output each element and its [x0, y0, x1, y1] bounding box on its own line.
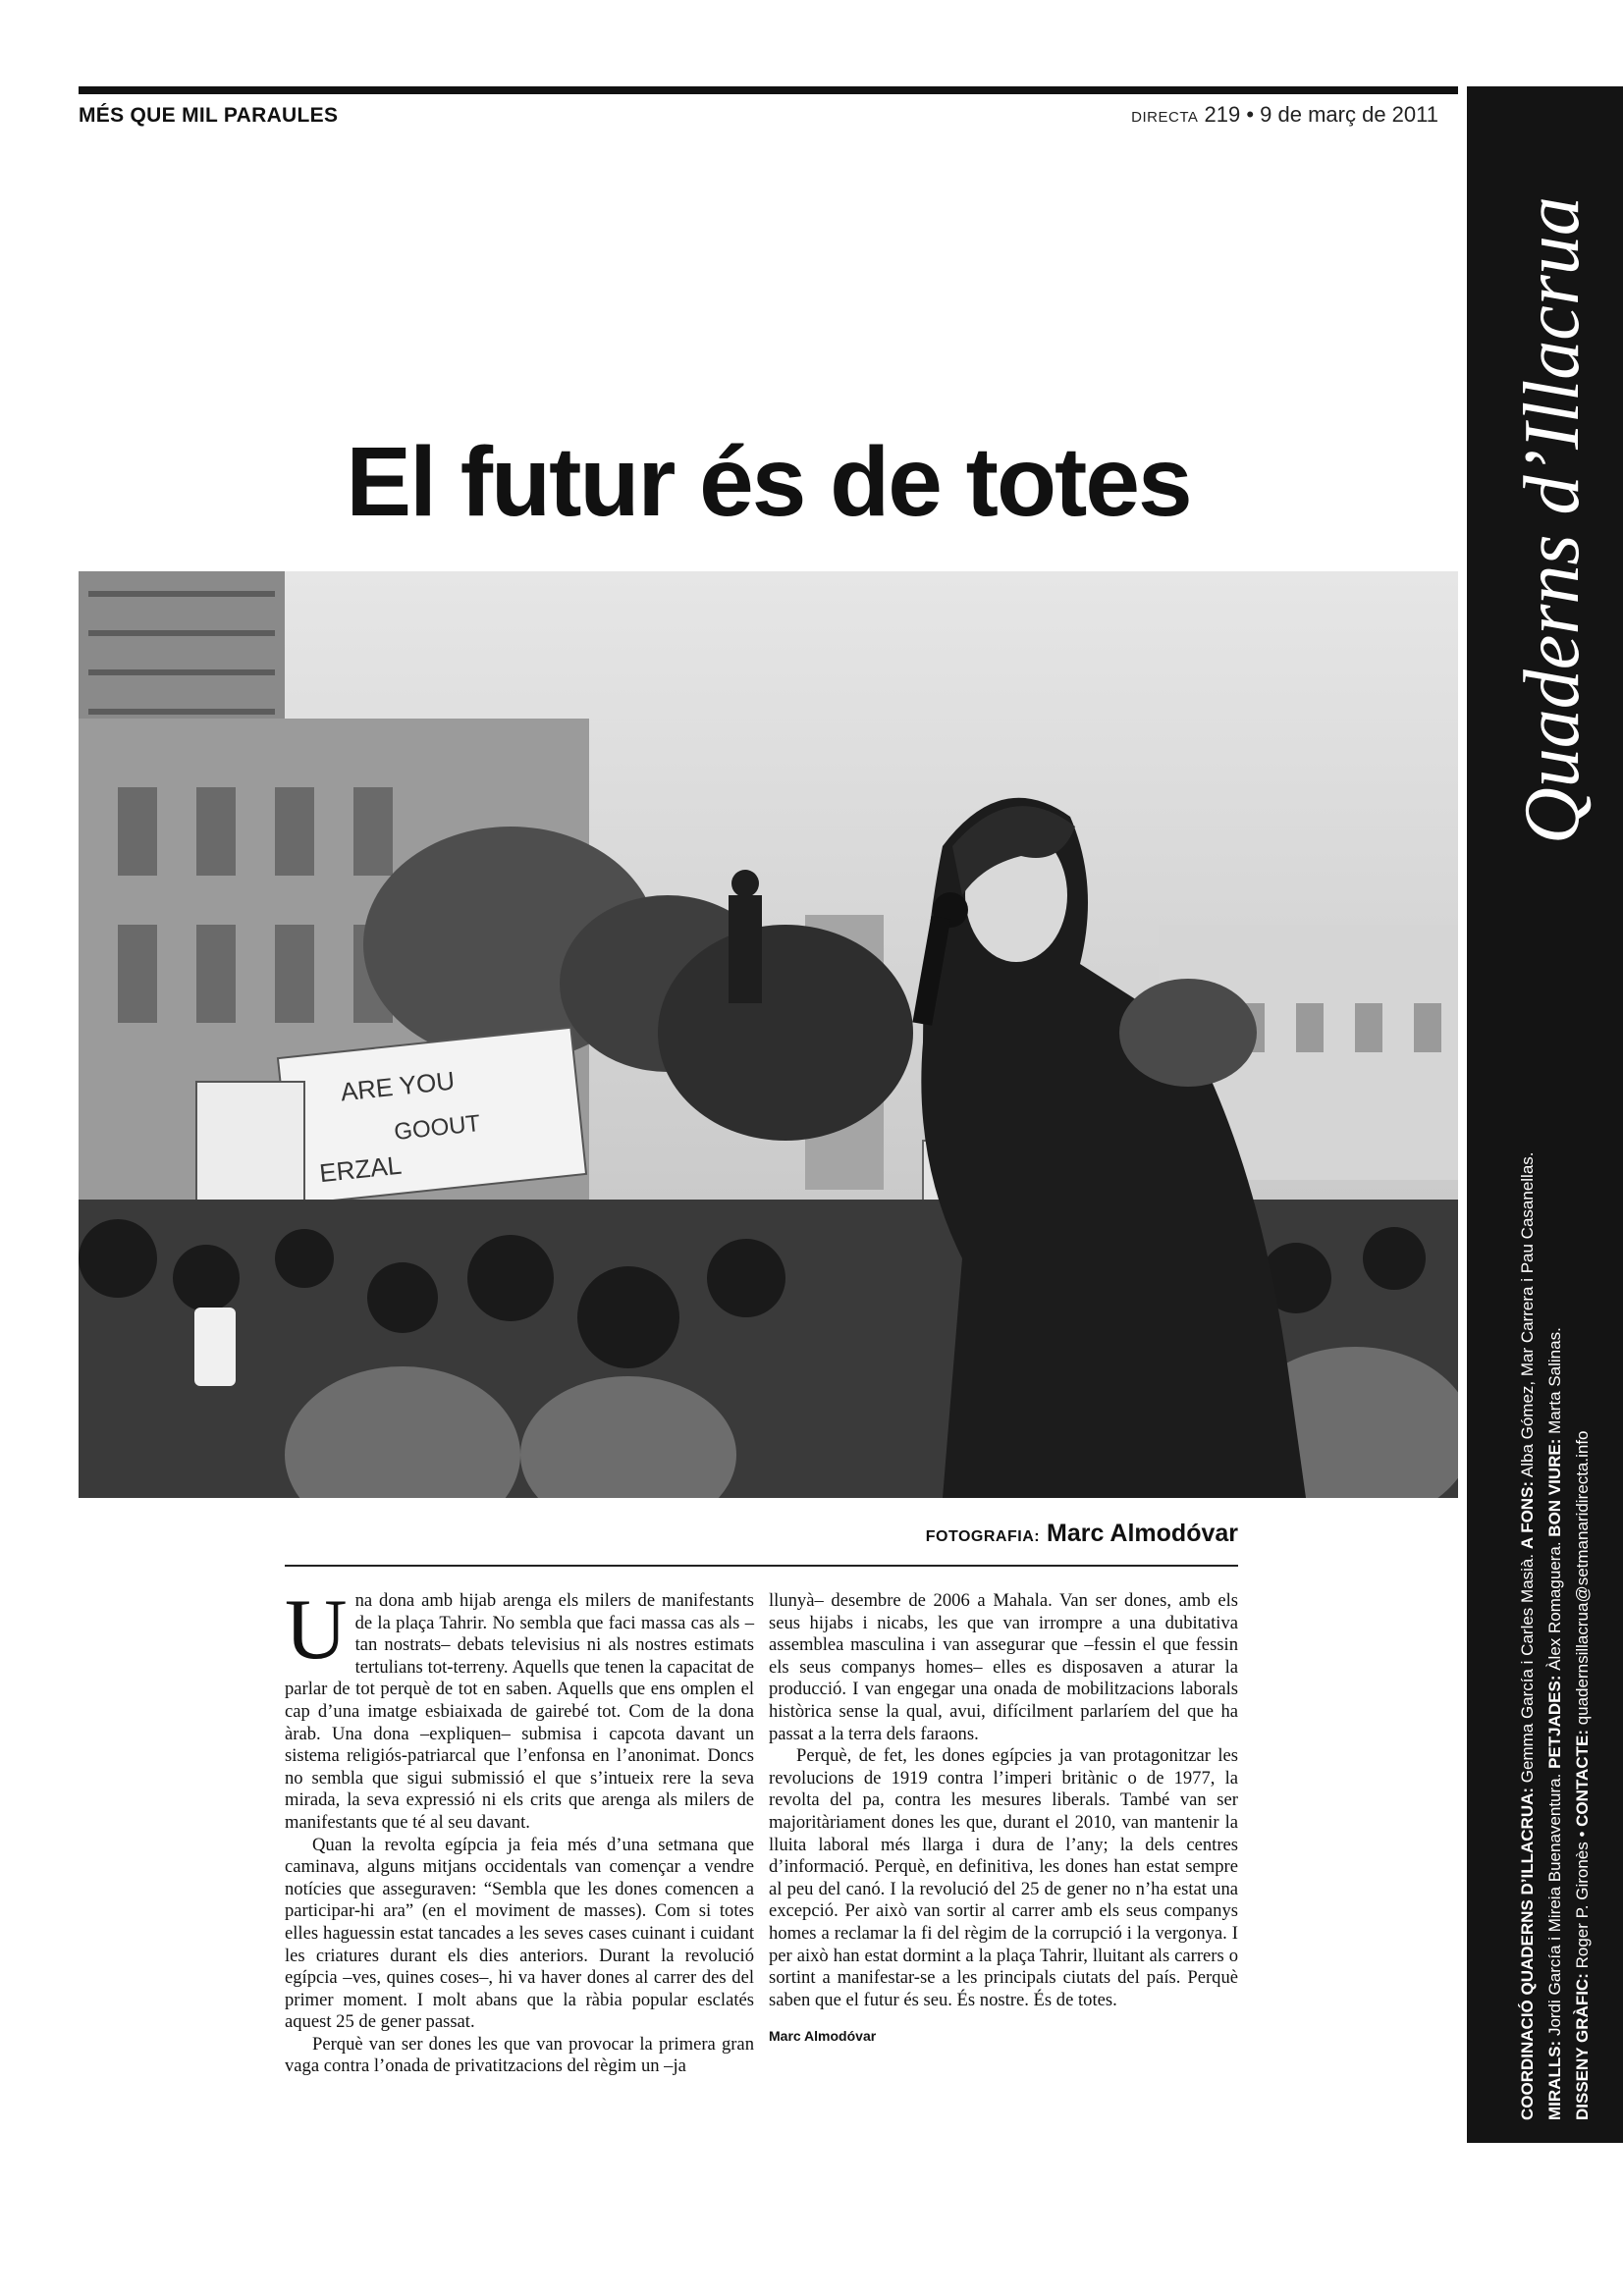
publication-name: DIRECTA: [1131, 109, 1199, 126]
credit-line: DISSENY GRÀFIC: Roger P. Gironès • CONTACTE: quadernsillacrua@setmanaridirecta.info: [1573, 1430, 1592, 2120]
article-paragraph: Una dona amb hijab arenga els milers de manifestants de la plaça Tahrir. No sembla que faci massa cas als –tan nostrats– debats televisius ni als nostres estimats tertulians tot-terreny. Aquells que tenen la capacitat de parlar de tot perquè de tot en saben. Aquells que ens omplen el cap d’una imatge esbiaixada de gairebé tot. Com de la dona àrab. Una dona –expliquen– submisa i capcota davant un sistema religiós-patriarcal que l’enfonsa en l’anonimat. Doncs no sembla que sigui submissió el que s’intueix rere la seva mirada, la seva expressió ni els crits que arenga als milers de manifestants que té al seu davant.: [285, 1582, 754, 1833]
credit-line: COORDINACIÓ QUADERNS D’ILLACRUA: Gemma García i Carles Masià. A FONS: Alba Gómez, Mar Carrera i Pau Casanellas.: [1518, 1151, 1537, 2120]
article-paragraph: Perquè, de fet, les dones egípcies ja van protagonitzar les revolucions de 1919 contra l’imperi britànic o de 1977, la revolta del pa, contra les mesures liberals. També van ser majoritàriament dones les que, durant el 2010, van mantenir la lluita laboral més llarga i dura de l’any; la dels centres d’informació. Perquè, en definitiva, les dones han estat sempre al peu del canó. I la revolució del 25 de gener no n’ha estat una excepció. Per això van sortir al carrer amb els seus companys homes a reclamar la fi del règim de la corrupció i la vergonya. I per això han estat dormint a la plaça Tahrir, lluitant als carrers o sortint a manifestar-se a les principals ciutats del país. Perquè saben que el futur és seu. És nostre. És de totes.: [769, 1745, 1238, 2010]
protest-photo: [79, 571, 1458, 1498]
drop-cap: U: [285, 1582, 348, 1678]
headline: El futur és de totes: [346, 427, 1191, 537]
photo-credit: [926, 1520, 1238, 1548]
divider: [285, 1565, 1238, 1567]
credit-line: MIRALLS: Jordi García i Mireia Buenaventura. PETJADES: Àlex Romaguera. BON VIURE: Marta Salinas.: [1545, 1327, 1564, 2120]
issue-info: [1131, 102, 1438, 128]
sign-text: GOOUT: [393, 1109, 482, 1147]
issue-date: 219 • 9 de març de 2011: [1204, 102, 1438, 127]
article-column-2: [769, 1590, 1238, 2048]
staff-credits: [1514, 1151, 1596, 2120]
article-column-1: [285, 1582, 754, 2078]
section-title: MÉS QUE MIL PARAULES: [79, 104, 339, 127]
sign-text: ERZAL: [317, 1149, 404, 1189]
photographer-name: Marc Almodóvar: [1040, 1520, 1238, 1547]
photo-credit-label: FOTOGRAFIA:: [925, 1528, 1041, 1545]
article-signature: Marc Almodóvar: [769, 2028, 877, 2045]
article-paragraph: Perquè van ser dones les que van provocar la primera gran vaga contra l’onada de privatitzacions del règim un –ja: [285, 2033, 754, 2077]
article-paragraph: llunyà– desembre de 2006 a Mahala. Van ser dones, amb els seus hijabs i nicabs, les que van irrompre a una dubitativa assemblea masculina i van assegurar que –fessin el que fessin els seus companys homes– elles es disposaven a aturar la producció. I van engegar una onada de mobilitzacions laborals històrica sense la qual, avui, difícilment parlaríem del que ha passat a la terra dels faraons.: [769, 1590, 1238, 1744]
article-paragraph: Quan la revolta egípcia ja feia més d’una setmana que caminava, alguns mitjans occidentals van començar a vendre notícies que asseguraven: “Sembla que les dones comencen a participar-hi ara” (en el moviment de masses). Com si totes elles haguessin estat tancades a les seves cases cuinant i cuidant les criatures durant els dies anteriors. Durant la revolució egípcia –ves, quines coses–, hi va haver dones al carrer des del primer moment. I molt abans que la ràbia popular esclatés aquest 25 de gener passat.: [285, 1834, 754, 2033]
top-rule: [79, 86, 1458, 94]
sign-text: ARE YOU: [339, 1065, 457, 1107]
masthead: Quaderns d’Illacrua: [1509, 196, 1596, 844]
